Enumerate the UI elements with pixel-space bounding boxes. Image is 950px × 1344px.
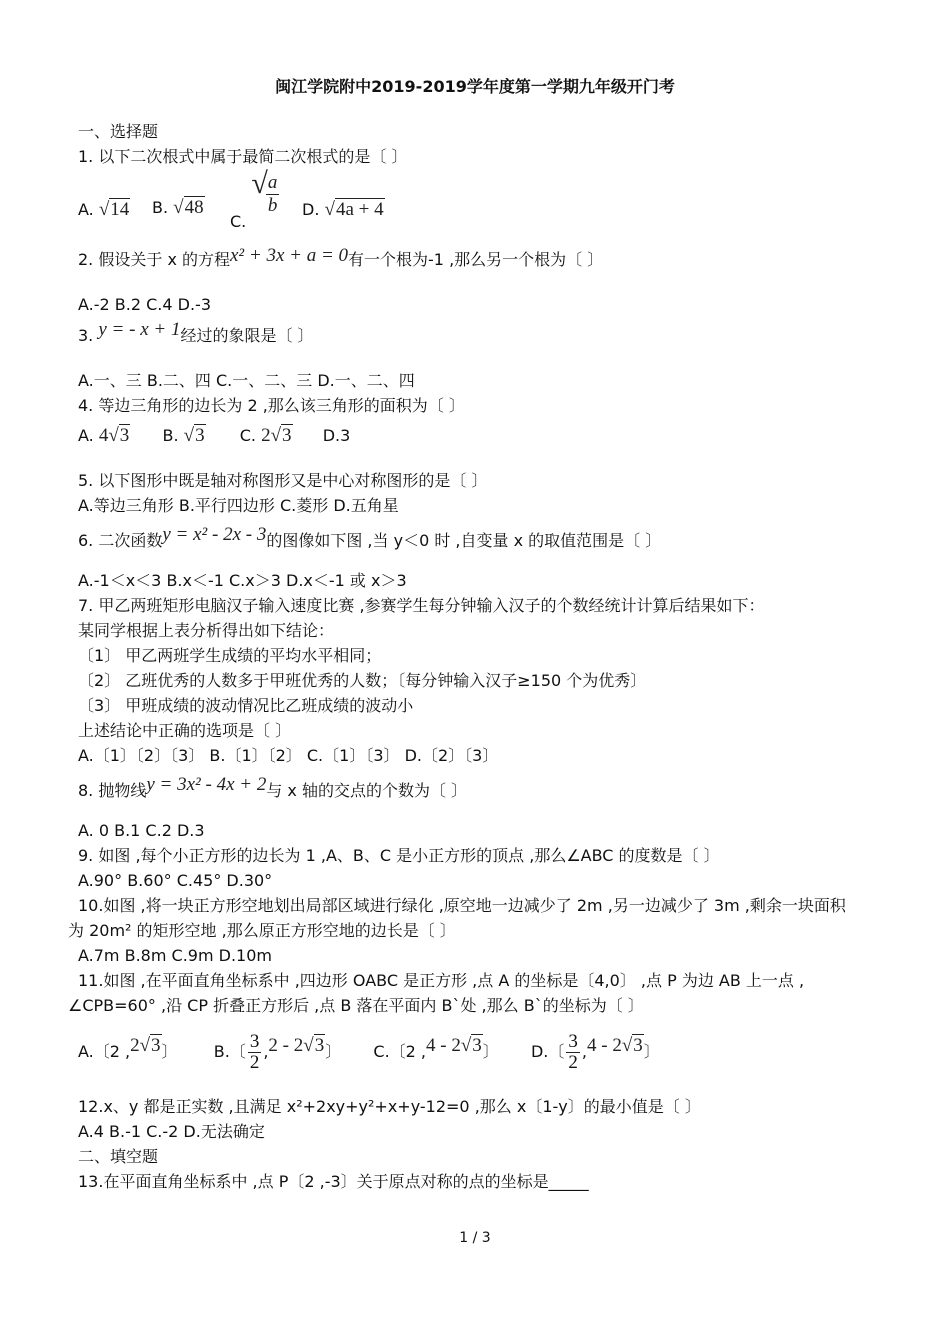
question-2 [78,245,604,270]
option-a-label: A. [78,426,94,445]
question-3 [78,319,314,346]
value-4-minus-2-root-3-d: 4 - 2√3 [587,1035,643,1056]
question-8-options: A. 0 B.1 C.2 D.3 [78,821,205,840]
question-1-stem: 1. 以下二次根式中属于最简二次根式的是〔 〕 [78,147,408,166]
question-3-pre: 3. [78,326,99,345]
value-root-3: √3 [183,425,205,446]
question-7-options: A.〔1〕〔2〕〔3〕 B.〔1〕〔2〕 C.〔1〕〔3〕 D.〔2〕〔3〕 [78,746,499,765]
question-7-line-5: 上述结论中正确的选项是〔 〕 [78,721,292,740]
question-11-options [78,1030,660,1074]
section-choice-heading: 一、选择题 [78,122,159,141]
question-4-stem: 4. 等边三角形的边长为 2 ,那么该三角形的面积为〔 〕 [78,396,465,415]
option-d: D.3 [322,426,351,445]
equation-parabola: y = x² - 2x - 3 [162,524,267,545]
question-3-options: A.一、三 B.二、四 C.一、二、三 D.一、二、四 [78,371,415,390]
question-12-options: A.4 B.-1 C.-2 D.无法确定 [78,1122,265,1141]
radicand-a: 3 [151,1035,161,1056]
coef-a: 2 [130,1035,140,1056]
option-a [78,1035,183,1061]
radicand-d: 4a + 4 [335,199,384,220]
page-title: 闽江学院附中2019-2019学年度第一学期九年级开门考 [275,77,675,96]
question-6-options: A.-1＜x＜3 B.x＜-1 C.x＞3 D.x＜-1 或 x＞3 [78,571,407,590]
option-b-open: B.〔 [213,1042,246,1061]
option-a-label: A. [78,200,94,219]
question-2-post: 有一个根为-1 ,那么另一个根为〔 〕 [348,250,604,269]
fraction-numerator: 3 [568,1031,578,1052]
question-2-options: A.-2 B.2 C.4 D.-3 [78,295,211,314]
expr-b: 2 - 2 [268,1035,304,1056]
expr-d: 4 - 2 [587,1035,622,1056]
question-4-options [78,426,350,446]
fraction-a-over-b [266,172,280,217]
option-b-label: B. [152,198,169,217]
question-7-line-4: 〔3〕 甲班成绩的波动情况比乙班成绩的波动小 [78,696,414,715]
fraction-denominator: 2 [249,1052,260,1073]
option-a-open: A.〔2 , [78,1042,131,1061]
radical-fraction: √ [251,167,268,200]
question-13: 13.在平面直角坐标系中 ,点 P〔2 ,-3〕关于原点对称的点的坐标是_____ [78,1172,589,1191]
question-1-option-c [230,167,281,231]
question-7-line-1: 某同学根据上表分析得出如下结论： [78,621,335,640]
value-4-root-3: 4√3 [98,425,130,446]
question-7-line-2: 〔1〕 甲乙两班学生成绩的平均水平相同； [78,646,382,665]
fraction-3-over-2 [248,1032,262,1073]
comma: , [263,1042,269,1061]
radicand-a: 14 [110,199,130,220]
value-2-root-3: 2√3 [130,1035,161,1056]
fraction-3-over-2-d [566,1032,580,1073]
question-6-post: 的图像如下图 ,当 y＜0 时 ,自变量 x 的取值范围是〔 〕 [266,531,662,550]
equation-parabola-2: y = 3x² - 4x + 2 [146,774,267,795]
radicand-c: 3 [282,425,292,446]
question-7-stem: 7. 甲乙两班矩形电脑汉子输入速度比赛 ,参赛学生每分钟输入汉子的个数经统计计算后结果如下： [78,596,765,615]
question-11-line-1: 11.如图 ,在平面直角坐标系中 ,四边形 OABC 是正方形 ,点 A 的坐标是〔4,0〕 ,点 P 为边 AB 上一点 , [78,971,805,990]
question-10-line-1: 10.如图 ,将一块正方形空地划出局部区域进行绿化 ,原空地一边减少了 2m ,另一边减少了 3m ,剩余一块面积 [78,896,846,915]
question-1-option-b [152,198,205,218]
question-6-pre: 6. 二次函数 [78,531,163,550]
equation-line: y = - x + 1 [98,319,181,340]
question-11-line-2: ∠CPB=60° ,沿 CP 折叠正方形后 ,点 B 落在平面内 B`处 ,那么 B`的坐标为〔 〕 [68,996,644,1015]
fraction-numerator: a [267,172,278,193]
radicand-b: 48 [184,197,204,218]
coef-a: 4 [98,425,109,446]
option-c-label: C. [230,212,247,231]
radical-4a-plus-4: √4a + 4 [324,199,384,220]
option-d-open: D.〔 [530,1042,565,1061]
option-a-close: 〕 [161,1042,178,1061]
question-9-options: A.90° B.60° C.45° D.30° [78,871,273,890]
option-d-close: 〕 [643,1042,660,1061]
question-1-option-d [302,200,385,220]
question-2-pre: 2. 假设关于 x 的方程 [78,250,230,269]
option-c-open: C.〔2 , [373,1042,427,1061]
question-1-option-a [78,200,130,220]
radicand-b: 3 [314,1035,325,1056]
question-8-pre: 8. 抛物线 [78,781,147,800]
question-8 [78,774,468,801]
fraction-denominator: b [267,195,278,216]
question-12-stem: 12.x、y 都是正实数 ,且满足 x²+2xy+y²+x+y-12=0 ,那么 x〔1-y〕的最小值是〔 〕 [78,1097,701,1116]
comma: , [581,1042,587,1061]
option-b-label: B. [162,426,179,445]
question-5-options: A.等边三角形 B.平行四边形 C.菱形 D.五角星 [78,496,399,515]
question-3-post: 经过的象限是〔 〕 [180,326,314,345]
equation-quadratic: x² + 3x + a = 0 [230,245,349,266]
option-b-close: 〕 [325,1042,342,1061]
question-7-line-3: 〔2〕 乙班优秀的人数多于甲班优秀的人数；〔每分钟输入汉子≥150 个为优秀〕 [78,671,647,690]
fraction-denominator: 2 [568,1052,578,1073]
radical-14: √14 [98,199,130,220]
option-c-label: C. [239,426,257,445]
radicand-d: 3 [633,1035,643,1056]
section-fill-heading: 二、填空题 [78,1147,159,1166]
page-number: 1 / 3 [459,1230,491,1246]
radicand-a: 3 [119,425,130,446]
fraction-numerator: 3 [249,1031,260,1052]
option-d [530,1031,660,1073]
question-10-options: A.7m B.8m C.9m D.10m [78,946,272,965]
option-c [373,1035,504,1061]
question-10-line-2: 为 20m² 的矩形空地 ,那么原正方形空地的边长是〔 〕 [68,921,456,940]
question-9-stem: 9. 如图 ,每个小正方形的边长为 1 ,A、B、C 是小正方形的顶点 ,那么∠ABC 的度数是〔 〕 [78,846,720,865]
radicand-b: 3 [195,425,205,446]
radicand-c: 3 [472,1035,482,1056]
value-4-minus-2-root-3: 4 - 2√3 [426,1035,482,1056]
option-d-label: D. [302,200,320,219]
option-b [213,1031,347,1073]
question-6 [78,524,662,551]
option-c-close: 〕 [482,1042,499,1061]
radical-48: √48 [173,197,204,218]
expr-c: 4 - 2 [426,1035,461,1056]
value-2-minus-2-root-3: 2 - 2√3 [268,1035,325,1056]
question-5-stem: 5. 以下图形中既是轴对称图形又是中心对称图形的是〔 〕 [78,471,488,490]
value-2-root-3: 2√3 [261,425,292,446]
coef-c: 2 [261,425,271,446]
question-8-post: 与 x 轴的交点的个数为〔 〕 [266,781,468,800]
